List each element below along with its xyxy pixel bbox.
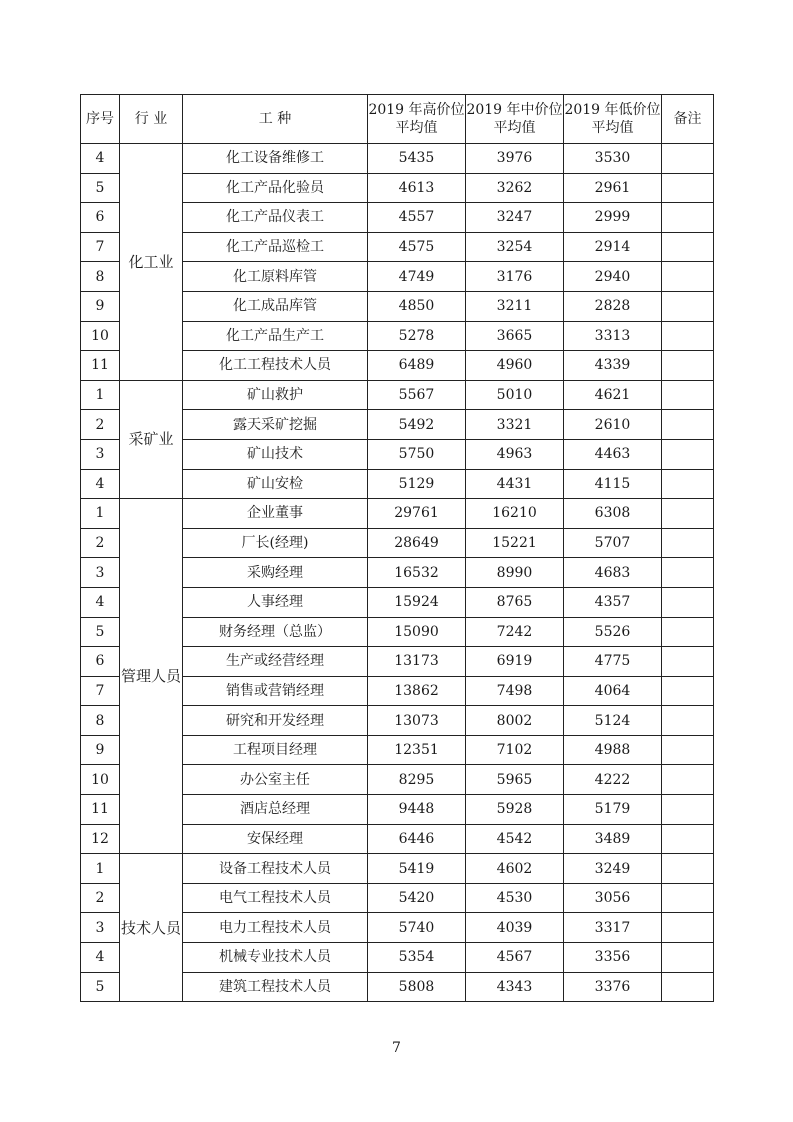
mid-value-cell: 4602: [466, 854, 564, 884]
note-cell: [662, 410, 714, 440]
mid-value-cell: 8990: [466, 558, 564, 588]
mid-value-cell: 3321: [466, 410, 564, 440]
low-value-cell: 3056: [564, 883, 662, 913]
low-value-cell: 4621: [564, 380, 662, 410]
high-value-cell: 5354: [368, 943, 466, 973]
high-value-cell: 4575: [368, 232, 466, 262]
mid-value-cell: 4542: [466, 824, 564, 854]
low-value-cell: 4775: [564, 647, 662, 677]
table-row: [81, 499, 714, 529]
low-value-cell: 3313: [564, 321, 662, 351]
note-cell: [662, 321, 714, 351]
high-value-cell: 4749: [368, 262, 466, 292]
mid-value-cell: 8002: [466, 706, 564, 736]
job-cell: 化工产品生产工: [183, 321, 368, 351]
mid-value-cell: 4960: [466, 351, 564, 381]
high-value-cell: 5278: [368, 321, 466, 351]
job-cell: 人事经理: [183, 587, 368, 617]
job-cell: 矿山技术: [183, 439, 368, 469]
high-value-cell: 5435: [368, 144, 466, 174]
seq-cell: 7: [81, 676, 120, 706]
low-value-cell: 2940: [564, 262, 662, 292]
job-cell: 化工原料库管: [183, 262, 368, 292]
note-cell: [662, 824, 714, 854]
job-cell: 化工产品化验员: [183, 173, 368, 203]
mid-value-cell: 4431: [466, 469, 564, 499]
high-value-cell: 5567: [368, 380, 466, 410]
high-value-cell: 5420: [368, 883, 466, 913]
high-value-cell: 12351: [368, 735, 466, 765]
mid-value-cell: 3976: [466, 144, 564, 174]
low-value-cell: 6308: [564, 499, 662, 529]
job-cell: 生产或经营经理: [183, 647, 368, 677]
seq-cell: 5: [81, 617, 120, 647]
header-seq: 序号: [81, 95, 120, 144]
job-cell: 露天采矿挖掘: [183, 410, 368, 440]
mid-value-cell: 4039: [466, 913, 564, 943]
seq-cell: 11: [81, 351, 120, 381]
job-cell: 工程项目经理: [183, 735, 368, 765]
low-value-cell: 4339: [564, 351, 662, 381]
note-cell: [662, 528, 714, 558]
seq-cell: 6: [81, 203, 120, 233]
seq-cell: 1: [81, 380, 120, 410]
seq-cell: 4: [81, 469, 120, 499]
job-cell: 酒店总经理: [183, 795, 368, 825]
high-value-cell: 13173: [368, 647, 466, 677]
table-row: [81, 854, 714, 884]
low-value-cell: 4115: [564, 469, 662, 499]
high-value-cell: 5750: [368, 439, 466, 469]
low-value-cell: 2961: [564, 173, 662, 203]
industry-cell: 管理人员: [120, 499, 183, 854]
mid-value-cell: 15221: [466, 528, 564, 558]
note-cell: [662, 647, 714, 677]
low-value-cell: 2914: [564, 232, 662, 262]
mid-value-cell: 4567: [466, 943, 564, 973]
low-value-cell: 2999: [564, 203, 662, 233]
note-cell: [662, 469, 714, 499]
seq-cell: 4: [81, 144, 120, 174]
job-cell: 安保经理: [183, 824, 368, 854]
seq-cell: 10: [81, 321, 120, 351]
seq-cell: 3: [81, 558, 120, 588]
seq-cell: 9: [81, 291, 120, 321]
mid-value-cell: 4530: [466, 883, 564, 913]
mid-value-cell: 7242: [466, 617, 564, 647]
seq-cell: 2: [81, 410, 120, 440]
mid-value-cell: 5928: [466, 795, 564, 825]
note-cell: [662, 943, 714, 973]
note-cell: [662, 380, 714, 410]
seq-cell: 10: [81, 765, 120, 795]
note-cell: [662, 232, 714, 262]
job-cell: 电气工程技术人员: [183, 883, 368, 913]
high-value-cell: 5419: [368, 854, 466, 884]
job-cell: 厂长(经理): [183, 528, 368, 558]
low-value-cell: 3530: [564, 144, 662, 174]
seq-cell: 1: [81, 854, 120, 884]
note-cell: [662, 617, 714, 647]
high-value-cell: 5740: [368, 913, 466, 943]
seq-cell: 8: [81, 262, 120, 292]
job-cell: 建筑工程技术人员: [183, 972, 368, 1002]
seq-cell: 3: [81, 913, 120, 943]
industry-cell: 采矿业: [120, 380, 183, 498]
note-cell: [662, 765, 714, 795]
mid-value-cell: 16210: [466, 499, 564, 529]
low-value-cell: 5526: [564, 617, 662, 647]
mid-value-cell: 7102: [466, 735, 564, 765]
seq-cell: 5: [81, 173, 120, 203]
wage-table: [80, 94, 714, 1002]
header-industry: 行 业: [120, 95, 183, 144]
note-cell: [662, 558, 714, 588]
low-value-cell: 3249: [564, 854, 662, 884]
mid-value-cell: 4343: [466, 972, 564, 1002]
job-cell: 财务经理（总监）: [183, 617, 368, 647]
high-value-cell: 8295: [368, 765, 466, 795]
low-value-cell: 3317: [564, 913, 662, 943]
seq-cell: 11: [81, 795, 120, 825]
high-value-cell: 4557: [368, 203, 466, 233]
job-cell: 化工产品仪表工: [183, 203, 368, 233]
note-cell: [662, 262, 714, 292]
job-cell: 机械专业技术人员: [183, 943, 368, 973]
low-value-cell: 3489: [564, 824, 662, 854]
job-cell: 矿山救护: [183, 380, 368, 410]
mid-value-cell: 3176: [466, 262, 564, 292]
mid-value-cell: 3254: [466, 232, 564, 262]
header-low: 2019 年低价位平均值: [564, 95, 662, 144]
note-cell: [662, 883, 714, 913]
header-row: [81, 95, 714, 144]
job-cell: 企业董事: [183, 499, 368, 529]
job-cell: 办公室主任: [183, 765, 368, 795]
mid-value-cell: 4963: [466, 439, 564, 469]
job-cell: 化工产品巡检工: [183, 232, 368, 262]
industry-cell: 技术人员: [120, 854, 183, 1002]
high-value-cell: 5808: [368, 972, 466, 1002]
high-value-cell: 6446: [368, 824, 466, 854]
note-cell: [662, 854, 714, 884]
low-value-cell: 5179: [564, 795, 662, 825]
mid-value-cell: 5965: [466, 765, 564, 795]
seq-cell: 1: [81, 499, 120, 529]
note-cell: [662, 587, 714, 617]
note-cell: [662, 795, 714, 825]
job-cell: 采购经理: [183, 558, 368, 588]
high-value-cell: 5492: [368, 410, 466, 440]
industry-cell: 化工业: [120, 144, 183, 381]
seq-cell: 9: [81, 735, 120, 765]
job-cell: 矿山安检: [183, 469, 368, 499]
note-cell: [662, 351, 714, 381]
note-cell: [662, 706, 714, 736]
note-cell: [662, 144, 714, 174]
job-cell: 电力工程技术人员: [183, 913, 368, 943]
seq-cell: 12: [81, 824, 120, 854]
mid-value-cell: 7498: [466, 676, 564, 706]
table-row: [81, 144, 714, 174]
low-value-cell: 5124: [564, 706, 662, 736]
low-value-cell: 4357: [564, 587, 662, 617]
mid-value-cell: 5010: [466, 380, 564, 410]
low-value-cell: 4988: [564, 735, 662, 765]
low-value-cell: 2828: [564, 291, 662, 321]
mid-value-cell: 3665: [466, 321, 564, 351]
high-value-cell: 5129: [368, 469, 466, 499]
header-mid: 2019 年中价位平均值: [466, 95, 564, 144]
seq-cell: 6: [81, 647, 120, 677]
seq-cell: 4: [81, 587, 120, 617]
job-cell: 化工工程技术人员: [183, 351, 368, 381]
high-value-cell: 16532: [368, 558, 466, 588]
seq-cell: 8: [81, 706, 120, 736]
job-cell: 化工设备维修工: [183, 144, 368, 174]
high-value-cell: 4850: [368, 291, 466, 321]
high-value-cell: 13073: [368, 706, 466, 736]
low-value-cell: 4463: [564, 439, 662, 469]
low-value-cell: 4222: [564, 765, 662, 795]
low-value-cell: 3356: [564, 943, 662, 973]
header-high: 2019 年高价位平均值: [368, 95, 466, 144]
note-cell: [662, 972, 714, 1002]
high-value-cell: 4613: [368, 173, 466, 203]
header-note: 备注: [662, 95, 714, 144]
mid-value-cell: 6919: [466, 647, 564, 677]
high-value-cell: 6489: [368, 351, 466, 381]
note-cell: [662, 735, 714, 765]
seq-cell: 7: [81, 232, 120, 262]
page-number: 7: [392, 1040, 401, 1056]
high-value-cell: 28649: [368, 528, 466, 558]
job-cell: 设备工程技术人员: [183, 854, 368, 884]
seq-cell: 2: [81, 528, 120, 558]
table-body: [81, 144, 714, 1002]
table-row: [81, 380, 714, 410]
low-value-cell: 4064: [564, 676, 662, 706]
low-value-cell: 2610: [564, 410, 662, 440]
high-value-cell: 15924: [368, 587, 466, 617]
note-cell: [662, 676, 714, 706]
note-cell: [662, 203, 714, 233]
seq-cell: 5: [81, 972, 120, 1002]
seq-cell: 4: [81, 943, 120, 973]
note-cell: [662, 291, 714, 321]
mid-value-cell: 3262: [466, 173, 564, 203]
high-value-cell: 9448: [368, 795, 466, 825]
high-value-cell: 29761: [368, 499, 466, 529]
high-value-cell: 13862: [368, 676, 466, 706]
seq-cell: 3: [81, 439, 120, 469]
mid-value-cell: 8765: [466, 587, 564, 617]
low-value-cell: 3376: [564, 972, 662, 1002]
low-value-cell: 4683: [564, 558, 662, 588]
job-cell: 销售或营销经理: [183, 676, 368, 706]
high-value-cell: 15090: [368, 617, 466, 647]
job-cell: 研究和开发经理: [183, 706, 368, 736]
note-cell: [662, 499, 714, 529]
job-cell: 化工成品库管: [183, 291, 368, 321]
note-cell: [662, 913, 714, 943]
seq-cell: 2: [81, 883, 120, 913]
mid-value-cell: 3211: [466, 291, 564, 321]
mid-value-cell: 3247: [466, 203, 564, 233]
note-cell: [662, 439, 714, 469]
table-header: [81, 95, 714, 144]
header-job: 工 种: [183, 95, 368, 144]
low-value-cell: 5707: [564, 528, 662, 558]
note-cell: [662, 173, 714, 203]
